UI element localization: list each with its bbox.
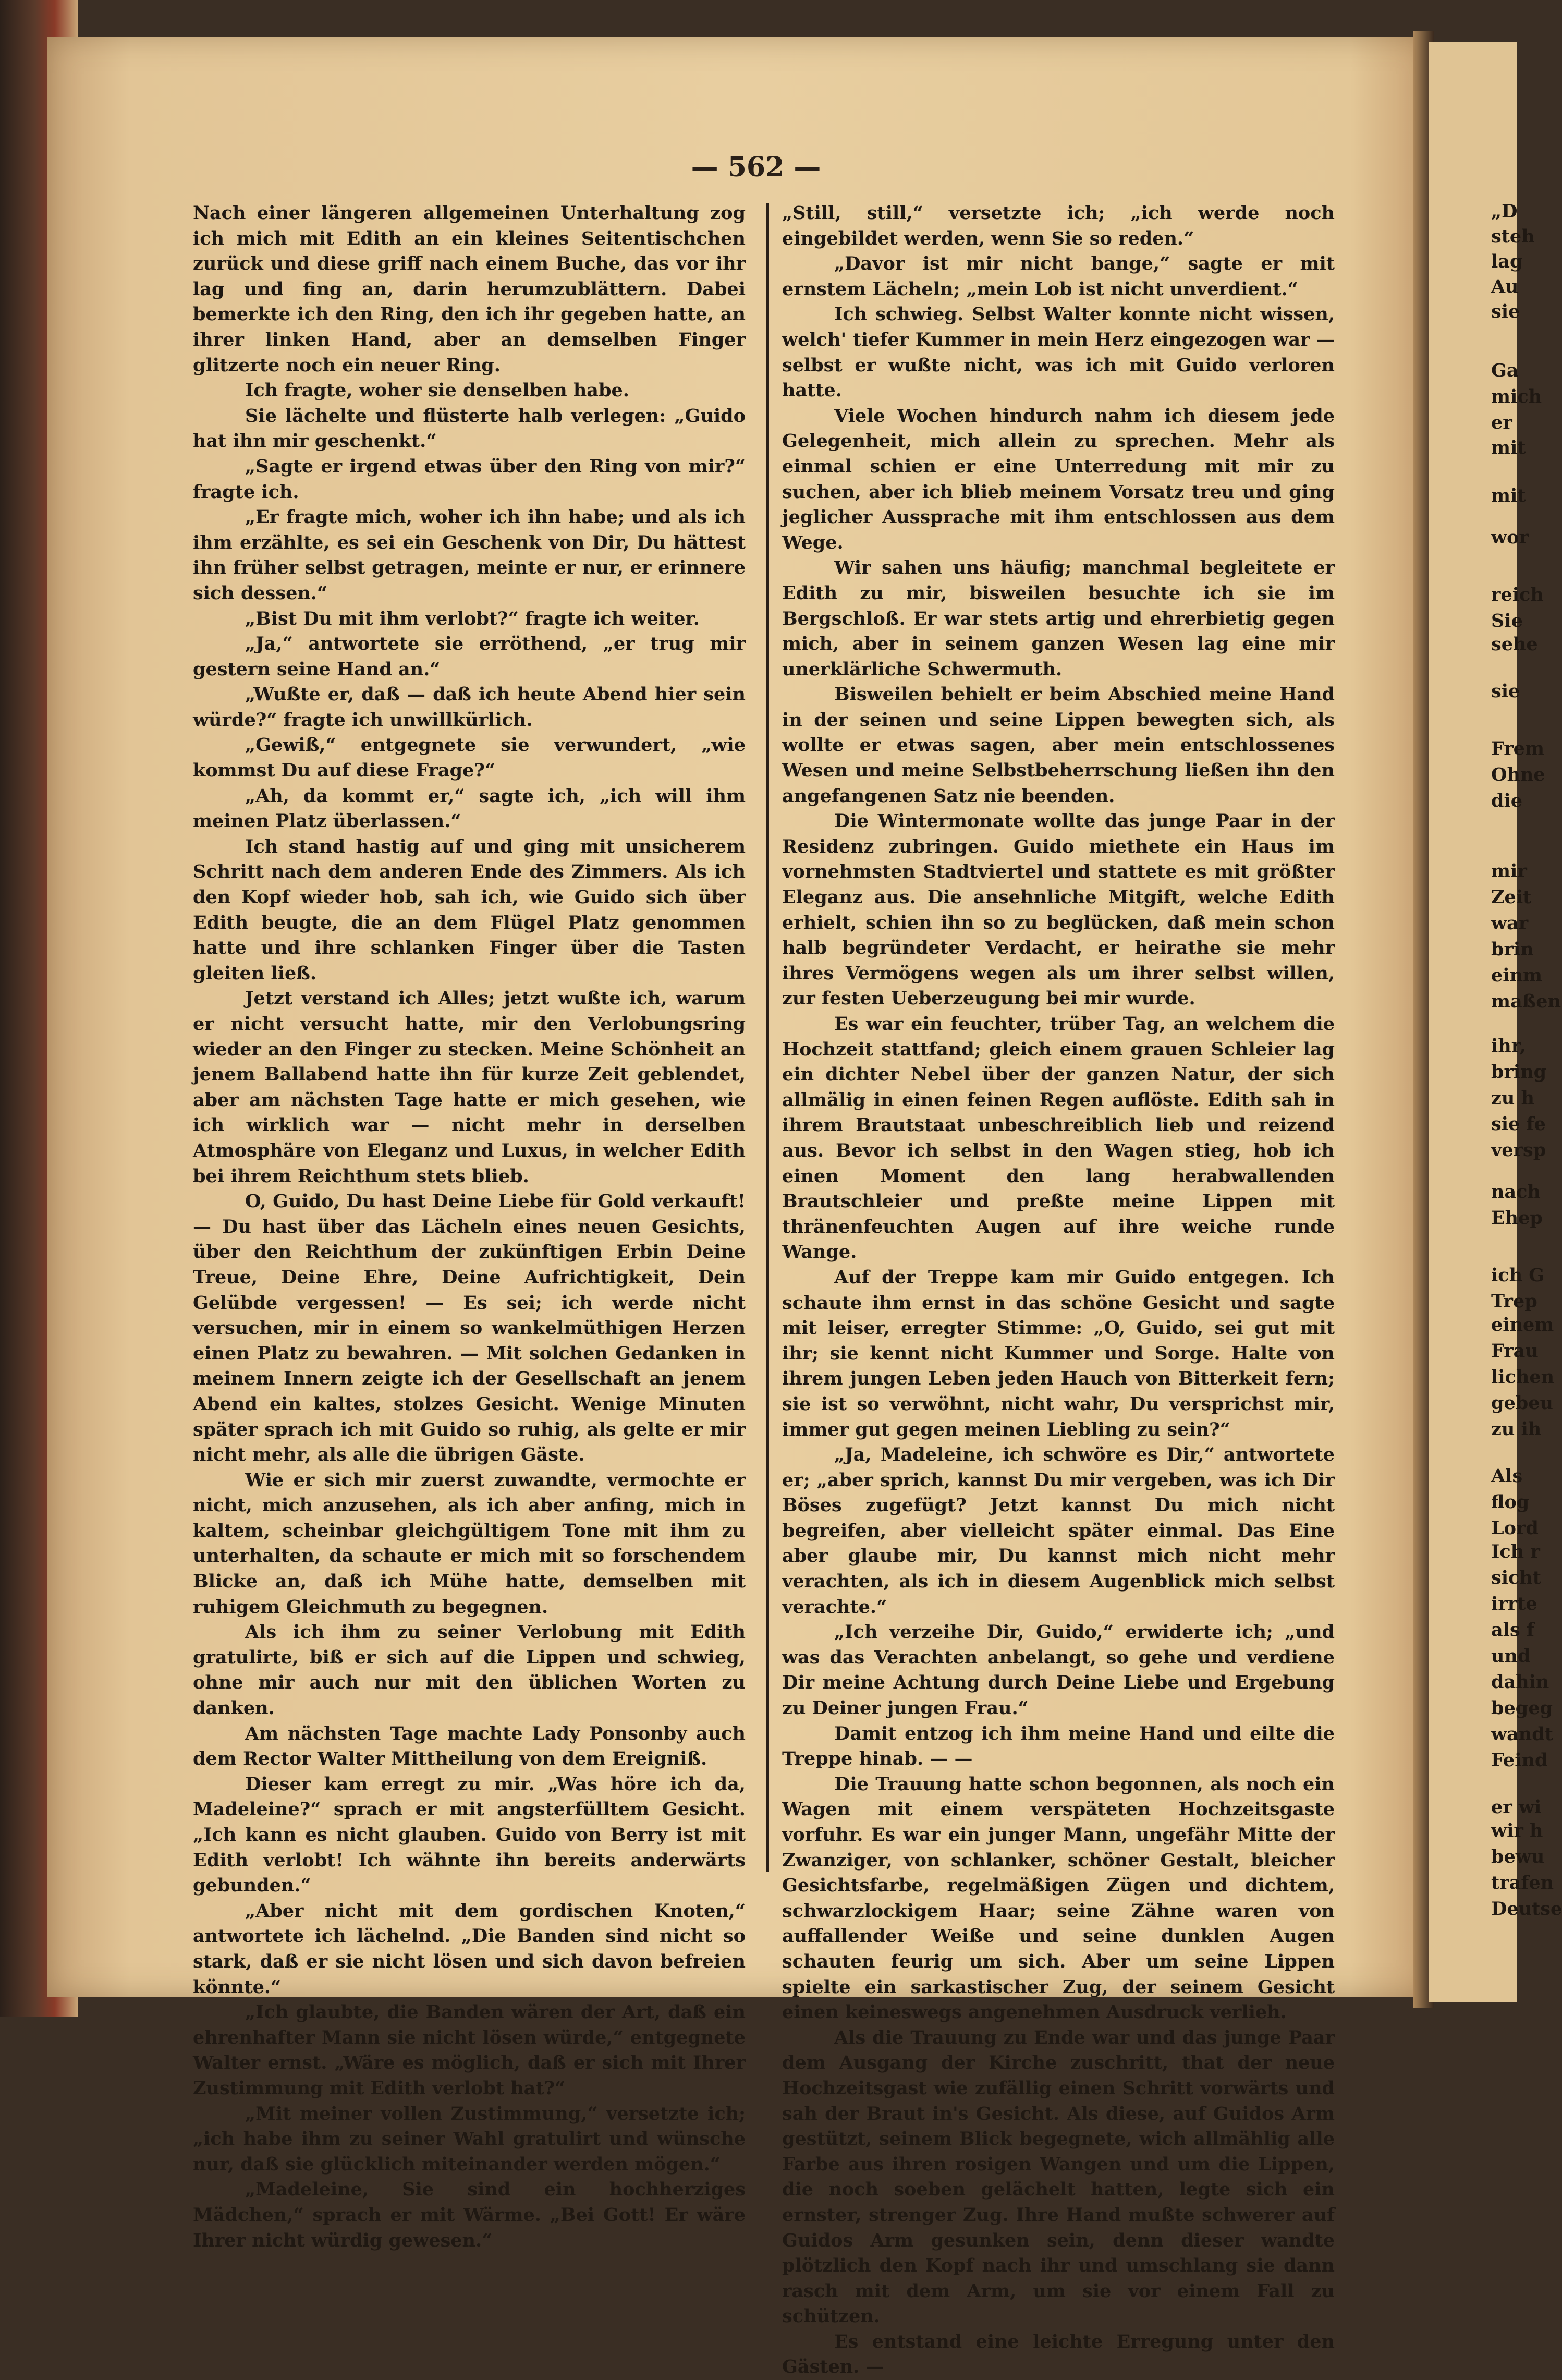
paragraph: „Ich glaubte, die Banden wären der Art, daß ein ehrenhafter Mann sie nicht lösen würde,“ entgegnete Walter ernst. „Wäre es möglich, daß er sich mit Ihrer Zustimmung mit Edith verlobt hat?“ (193, 2001, 746, 2099)
paragraph: „Sagte er irgend etwas über den Ring von mir?“ fragte ich. (193, 455, 746, 503)
next-page-fragment: mit (1491, 485, 1526, 506)
next-page-fragment: mit (1491, 437, 1526, 458)
paragraph: Am nächsten Tage machte Lady Ponsonby auch dem Rector Walter Mittheilung von dem Ereigniß. (193, 1722, 746, 1770)
paragraph: Ich stand hastig auf und ging mit unsicherem Schritt nach dem anderen Ende des Zimmers. Als ich den Kopf wieder hob, sah ich, wie Guido sich über Edith beugte, die an dem Flügel Platz genommen hatte und ihre schlanken Finger über die Tasten gleiten ließ. (193, 835, 746, 984)
next-page-fragment: Deutse (1491, 1898, 1562, 1920)
paragraph: Ich fragte, woher sie denselben habe. (245, 380, 629, 402)
next-page-fragment: er (1491, 412, 1512, 433)
next-page-fragment: er wi (1491, 1796, 1542, 1818)
next-page-fragment: sie (1491, 301, 1520, 322)
next-page-fragment: Frau (1491, 1340, 1539, 1362)
next-page-fragment: Ohne (1491, 764, 1545, 785)
next-page-fragment: bring (1491, 1061, 1547, 1083)
next-page-fragment: Als (1491, 1465, 1523, 1487)
next-page-fragment: und (1491, 1645, 1531, 1667)
next-page-fragment: steh (1491, 226, 1535, 247)
next-page-fragment: begeg (1491, 1697, 1553, 1719)
next-page-fragment: sehe (1491, 634, 1538, 655)
paragraph: „Gewiß,“ entgegnete sie verwundert, „wie kommst Du auf diese Frage?“ (193, 734, 746, 782)
paragraph: „Ja,“ antwortete sie erröthend, „er trug mir gestern seine Hand an.“ (193, 633, 746, 680)
next-page-fragment: Frem (1491, 738, 1544, 759)
paragraph: Die Wintermonate wollte das junge Paar in der Residenz zubringen. Guido miethete ein Haus im vornehmsten Stadtviertel und stattete es mit größter Eleganz aus. Die ansehnliche Mitgift, welche Edith erhielt, schien ihn so zu beglücken, daß mein schon halb begründeter Verdacht, er heirathe sie mehr ihres Vermögens wegen als um ihrer selbst willen, zur festen Ueberzeugung bei mir wurde. (782, 810, 1335, 1010)
paragraph: Ich schwieg. Selbst Walter konnte nicht wissen, welch' tiefer Kummer in mein Herz eingezogen war — selbst er wußte nicht, was ich mit Guido verloren hatte. (782, 303, 1335, 402)
next-page-fragment: sie fe (1491, 1113, 1546, 1135)
paragraph: „Bist Du mit ihm verlobt?“ fragte ich weiter. (245, 608, 700, 629)
next-page-fragment: versp (1491, 1139, 1546, 1161)
left-column (193, 201, 746, 2253)
next-page-fragment: lag (1491, 251, 1523, 272)
paragraph: Auf der Treppe kam mir Guido entgegen. Ich schaute ihm ernst in das schöne Gesicht und sagte mit leiser, erregter Stimme: „O, Guido, sei gut mit ihr; sie kennt nicht Kummer und Sorge. Halte von ihrem jungen Leben jeden Hauch von Bitterkeit fern; sie ist so verwöhnt, nicht wahr, Du versprichst mir, immer gut gegen meinen Liebling zu sein?“ (782, 1266, 1335, 1440)
next-page-fragment: Feind (1491, 1750, 1548, 1771)
next-page-fragment: die (1491, 790, 1523, 811)
next-page-fragment: einm (1491, 965, 1543, 986)
next-page-fragment: zu ih (1491, 1418, 1542, 1440)
paragraph: Wie er sich mir zuerst zuwandte, vermochte er nicht, mich anzusehen, als ich aber anfing, mich in kaltem, scheinbar gleichgültigem Tone mit ihm zu unterhalten, da schaute er mich mit so forschendem Blicke an, daß ich Mühe hatte, demselben mit ruhigem Gleichmuth zu begegnen. (193, 1469, 746, 1618)
next-page-fragment: dahin (1491, 1671, 1549, 1693)
next-page-fragment: reich (1491, 584, 1544, 605)
next-page-fragment: einem (1491, 1314, 1554, 1335)
next-page-fragment: Ga (1491, 360, 1519, 381)
paragraph: Damit entzog ich ihm meine Hand und eilte die Treppe hinab. — — (782, 1722, 1335, 1770)
next-page-fragment: bewu (1491, 1846, 1545, 1867)
next-page-fragment: Ehep (1491, 1207, 1543, 1229)
next-page-fragment: Sie (1491, 610, 1523, 632)
paragraph: Als die Trauung zu Ende war und das junge Paar dem Ausgang der Kirche zuschritt, that der neue Hochzeitsgast wie zufällig einen Schritt vorwärts und sah der Braut in's Gesicht. Als diese, auf Guidos Arm gestützt, seinem Blick begegnete, wich allmählig alle Farbe aus ihren rosigen Wangen und um die Lippen, die noch soeben gelächelt hatten, legte sich ein ernster, strenger Zug. Ihre Hand mußte schwerer auf Guidos Arm gesunken sein, denn dieser wandte plötzlich den Kopf nach ihr und umschlang sie dann rasch mit dem Arm, um sie vor einem Fall zu schützen. (782, 2026, 1335, 2327)
paragraph: Als ich ihm zu seiner Verlobung mit Edith gratulirte, biß er sich auf die Lippen und schwieg, ohne mir auch nur mit den üblichen Worten zu danken. (193, 1621, 746, 1719)
paragraph: „Wußte er, daß — daß ich heute Abend hier sein würde?“ fragte ich unwillkürlich. (193, 684, 746, 731)
next-page-fragment: Zeit (1491, 887, 1532, 908)
next-page-fragment: gebeu (1491, 1392, 1553, 1414)
next-page-fragment: trafen (1491, 1872, 1554, 1893)
page-number: — 562 — (691, 151, 821, 183)
next-page-fragment: brin (1491, 939, 1534, 960)
paragraph: „Ich verzeihe Dir, Guido,“ erwiderte ich; „und was das Verachten anbelangt, so gehe und verdiene Dir meine Achtung durch Deine Liebe und Ergebung zu Deiner jungen Frau.“ (782, 1621, 1335, 1719)
paragraph: Jetzt verstand ich Alles; jetzt wußte ich, warum er nicht versucht hatte, mir den Verlobungsring wieder an den Finger zu stecken. Meine Schönheit an jenem Ballabend hatte ihn für kurze Zeit geblendet, aber am nächsten Tage hatte er mich gesehen, wie ich wirklich war — nicht mehr in derselben Atmosphäre von Eleganz und Luxus, in welcher Edith bei ihrem Reichthum stets blieb. (193, 988, 746, 1187)
paragraph: „Still, still,“ versetzte ich; „ich werde noch eingebildet werden, wenn Sie so reden.“ (782, 202, 1335, 249)
paragraph: „Ah, da kommt er,“ sagte ich, „ich will ihm meinen Platz überlassen.“ (193, 785, 746, 832)
next-page-fragment: nach (1491, 1181, 1541, 1203)
paragraph: „Madeleine, Sie sind ein hochherziges Mädchen,“ sprach er mit Wärme. „Bei Gott! Er wäre Ihrer nicht würdig gewesen.“ (193, 2179, 746, 2251)
paragraph: Es war ein feuchter, trüber Tag, an welchem die Hochzeit stattfand; gleich einem grauen Schleier lag ein dichter Nebel über der ganzen Natur, der sich allmälig in einen feinen Regen auflöste. Edith sah in ihrem Brautstaat unbeschreiblich lieb und reizend aus. Bevor ich selbst in den Wagen stieg, hob ich einen Moment den lang herabwallenden Brautschleier und preßte meine Lippen mit thränenfeuchten Augen auf ihre weiche runde Wange. (782, 1013, 1335, 1263)
column-divider (766, 203, 769, 1872)
paragraph: Sie lächelte und flüsterte halb verlegen: „Guido hat ihn mir geschenkt.“ (193, 405, 746, 452)
next-page-fragment: als f (1491, 1619, 1534, 1641)
paragraph: Nach einer längeren allgemeinen Unterhaltung zog ich mich mit Edith an ein kleines Seitentischchen zurück und diese griff nach einem Buche, das vor ihr lag und fing an, darin herumzublättern. Dabei bemerkte ich den Ring, den ich ihr gegeben hatte, an ihrer linken Hand, aber an demselben Finger glitzerte noch ein neuer Ring. (193, 202, 746, 376)
next-page-fragment: lichen (1491, 1366, 1555, 1388)
next-page-fragment: „D (1491, 201, 1518, 222)
next-page-fragment: ihr, (1491, 1035, 1526, 1057)
paragraph: „Er fragte mich, woher ich ihn habe; und als ich ihm erzählte, es sei ein Geschenk von Dir, Du hättest ihn früher selbst getragen, meinte er nur, er erinnere sich dessen.“ (193, 506, 746, 604)
paragraph: „Davor ist mir nicht bange,“ sagte er mit ernstem Lächeln; „mein Lob ist nicht unverdient.“ (782, 253, 1335, 300)
right-column (782, 201, 1335, 2380)
paragraph: „Mit meiner vollen Zustimmung,“ versetzte ich; „ich habe ihm zu seiner Wahl gratulirt und wünsche nur, daß sie glücklich miteinander werden mögen.“ (193, 2103, 746, 2175)
next-page-fragment: zu h (1491, 1087, 1534, 1109)
next-page-fragment: wir h (1491, 1820, 1543, 1841)
next-page-fragment: war (1491, 913, 1529, 934)
next-page-fragment: maßen (1491, 991, 1561, 1012)
next-page-fragment: mir (1491, 860, 1527, 882)
paragraph: Viele Wochen hindurch nahm ich diesem jede Gelegenheit, mich allein zu sprechen. Mehr als einmal schien er eine Unterredung mit mir zu suchen, aber ich blieb meinem Vorsatz treu und ging jeglicher Aussprache mit ihm entschlossen aus dem Wege. (782, 405, 1335, 553)
paragraph: Bisweilen behielt er beim Abschied meine Hand in der seinen und seine Lippen bewegten sich, als wollte er etwas sagen, aber mein entschlossenes Wesen und meine Selbstbeherrschung ließen ihn den angefangenen Satz nie beenden. (782, 684, 1335, 807)
paragraph: Es entstand eine leichte Erregung unter den Gästen. — (782, 2330, 1335, 2378)
next-page-fragment: Trep (1491, 1291, 1537, 1312)
next-page-fragment: mich (1491, 386, 1542, 407)
next-page-fragment: ich G (1491, 1265, 1545, 1286)
paragraph: O, Guido, Du hast Deine Liebe für Gold verkauft! — Du hast über das Lächeln eines neuen Gesichts, über den Reichthum der zukünftigen Erbin Deine Treue, Deine Ehre, Deine Aufrichtigkeit, Dein Gelübde vergessen! — Es sei; ich werde nicht versuchen, mir in einem so wankelmüthigen Herzen einen Platz zu bewahren. — Mit solchen Gedanken in meinem Innern zeigte ich der Gesellschaft an jenem Abend ein kaltes, stolzes Gesicht. Wenige Minuten später sprach ich mit Guido so ruhig, als gelte er mir nicht mehr, als alle die übrigen Gäste. (193, 1191, 746, 1466)
next-page-fragment: sie (1491, 681, 1520, 702)
next-page-fragment: wor (1491, 527, 1529, 548)
next-page-fragment: flog (1491, 1491, 1530, 1513)
next-page-fragment: sicht (1491, 1567, 1541, 1588)
paragraph: „Ja, Madeleine, ich schwöre es Dir,“ antwortete er; „aber sprich, kannst Du mir vergeben, was ich Dir Böses zugefügt? Jetzt kannst Du mich nicht begreifen, aber vielleicht später einmal. Das Eine aber glaube mir, Du kannst mich nicht mehr verachten, als ich in diesem Augenblick mich selbst verachte.“ (782, 1444, 1335, 1618)
paragraph: „Aber nicht mit dem gordischen Knoten,“ antwortete ich lächelnd. „Die Banden sind nicht so stark, daß er sie nicht lösen und sich davon befreien könnte.“ (193, 1900, 746, 1998)
next-page-fragment: Ich r (1491, 1541, 1540, 1562)
paragraph: Die Trauung hatte schon begonnen, als noch ein Wagen mit einem verspäteten Hochzeitsgaste vorfuhr. Es war ein junger Mann, ungefähr Mitte der Zwanziger, von schlanker, schöner Gestalt, bleicher Gesichtsfarbe, regelmäßigen Zügen und dichtem, schwarzlockigem Haar; seine Zähne waren von auffallender Weiße und seine dunklen Augen schauten feurig um sich. Aber um seine Lippen spielte ein sarkastischer Zug, der seinem Gesicht einen keineswegs angenehmen Ausdruck verlieh. (782, 1773, 1335, 2023)
paragraph: Wir sahen uns häufig; manchmal begleitete er Edith zu mir, bisweilen besuchte ich sie im Bergschloß. Er war stets artig und ehrerbietig gegen mich, aber in seinem ganzen Wesen lag eine mir unerklärliche Schwermuth. (782, 557, 1335, 680)
next-page-fragment: irrte (1491, 1593, 1537, 1614)
next-page-fragment: Au (1491, 276, 1519, 297)
next-page-fragment: wandt (1491, 1723, 1553, 1745)
next-page-fragment: Lord (1491, 1517, 1539, 1539)
paragraph: Dieser kam erregt zu mir. „Was höre ich da, Madeleine?“ sprach er mit angsterfülltem Gesicht. „Ich kann es nicht glauben. Guido von Berry ist mit Edith verlobt! Ich wähnte ihn bereits anderwärts gebunden.“ (193, 1773, 746, 1897)
